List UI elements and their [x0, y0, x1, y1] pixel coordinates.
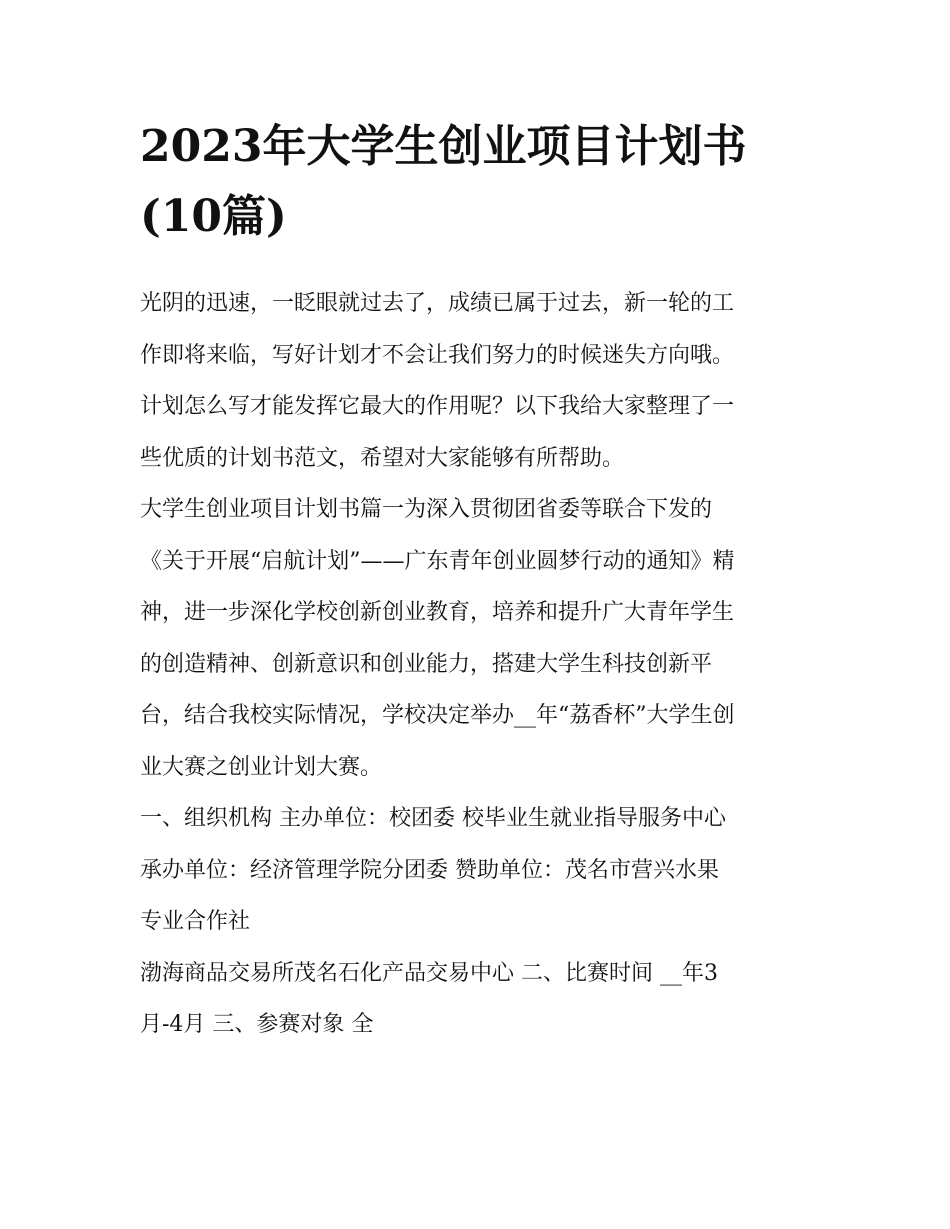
text-line: 台，结合我校实际情况，学校决定举办__年“荔香杯”大学生创 — [140, 703, 735, 728]
text-line: 《关于开展“启航计划”——广东青年创业圆梦行动的通知》精 — [140, 548, 735, 574]
text-line: 月-4月 三、参赛对象 全 — [140, 1012, 374, 1037]
title-line-1: 2023年大学生创业项目计划书 — [140, 121, 747, 172]
text-line: 渤海商品交易所茂名石化产品交易中心 二、比赛时间 __年3 — [140, 960, 718, 986]
text-line: 一、组织机构 主办单位：校团委 校毕业生就业指导服务中心 — [140, 806, 726, 831]
text-line: 大学生创业项目计划书篇一为深入贯彻团省委等联合下发的 — [140, 497, 713, 522]
text-line: 作即将来临，写好计划才不会让我们努力的时候迷失方向哦。 — [140, 342, 735, 368]
text-line: 承办单位：经济管理学院分团委 赞助单位：茂名市营兴水果 — [140, 857, 719, 883]
text-line: 的创造精神、创新意识和创业能力，搭建大学生科技创新平 — [140, 651, 713, 677]
text-line: 专业合作社 — [140, 909, 251, 934]
text-line: 业大赛之创业计划大赛。 — [140, 754, 383, 780]
paragraph-organization — [140, 793, 815, 948]
text-line: 计划怎么写才能发挥它最大的作用呢？以下我给大家整理了一 — [140, 394, 735, 419]
paragraph-plan-one — [140, 484, 815, 793]
paragraph-intro — [140, 278, 815, 484]
paragraph-schedule — [140, 948, 815, 1051]
title-line-2: (10篇) — [140, 191, 287, 242]
document-body — [140, 278, 815, 1051]
text-line: 神，进一步深化学校创新创业教育，培养和提升广大青年学生 — [140, 600, 735, 625]
text-line: 光阴的迅速，一眨眼就过去了，成绩已属于过去，新一轮的工 — [140, 291, 735, 316]
document-title — [140, 112, 820, 252]
text-line: 些优质的计划书范文，希望对大家能够有所帮助。 — [140, 445, 625, 471]
